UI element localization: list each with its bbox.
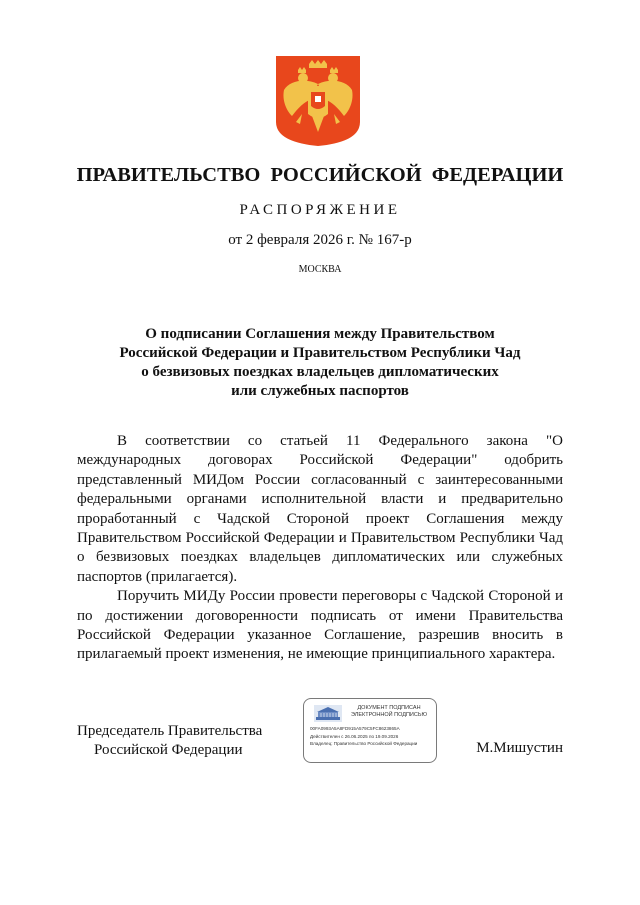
document-body [77,432,563,665]
subject-line: Российской Федерации и Правительством Республики Чад [119,345,521,361]
document-date-number: от 2 февраля 2026 г. № 167-р [228,232,412,248]
stamp-owner: Владелец: Правительство Российской Федерации [310,741,418,746]
document-city: МОСКВА [298,264,342,275]
stamp-title [344,705,434,718]
document-type: РАСПОРЯЖЕНИЕ [239,202,401,218]
signatory-position-line: Российской Федерации [94,742,243,758]
stamp-title-line: ДОКУМЕНТ ПОДПИСАН [357,705,421,711]
body-paragraph: В соответствии со статьей 11 Федерального закона "О международных договорах Российской Федерации" одобрить представленный МИДом России согласованный с заинтересованными федеральными органами исполнительной власти и предварительно проработанный с Чадской Стороной проект Соглашения между Правительством Российской Федерации и Правительством Республики Чад о безвизовых поездках владельцев дипломатических или служебных паспортов (прилагается). [77,433,563,585]
subject-line: о безвизовых поездках владельцев дипломатических [141,364,499,380]
stamp-validity: Действителен с 26.06.2025 по 19.09.2026 [310,734,399,739]
russian-coat-of-arms-icon [276,56,360,146]
document-subject [60,325,580,401]
signatory-position-line: Председатель Правительства [77,723,263,739]
stamp-title-line: ЭЛЕКТРОННОЙ ПОДПИСЬЮ [350,711,428,718]
body-paragraph: Поручить МИДу России провести переговоры с Чадской Стороной и по достижении договоренности подписать от имени Правительства Российской Федерации указанное Соглашение, разрешив вносить в прилагаемый проект изменения, не имеющие принципиального характера. [77,588,563,663]
stamp-serial: 00FA0993A5A8FD915A579C5FC8623865A [310,726,400,731]
government-building-icon [314,705,342,722]
signatory-position [77,722,262,760]
government-title: ПРАВИТЕЛЬСТВО РОССИЙСКОЙ ФЕДЕРАЦИИ [76,164,564,186]
electronic-signature-stamp [303,698,437,763]
subject-line: или служебных паспортов [231,383,409,399]
subject-line: О подписании Соглашения между Правительством [145,326,495,342]
signatory-name: М.Мишустин [476,740,563,756]
